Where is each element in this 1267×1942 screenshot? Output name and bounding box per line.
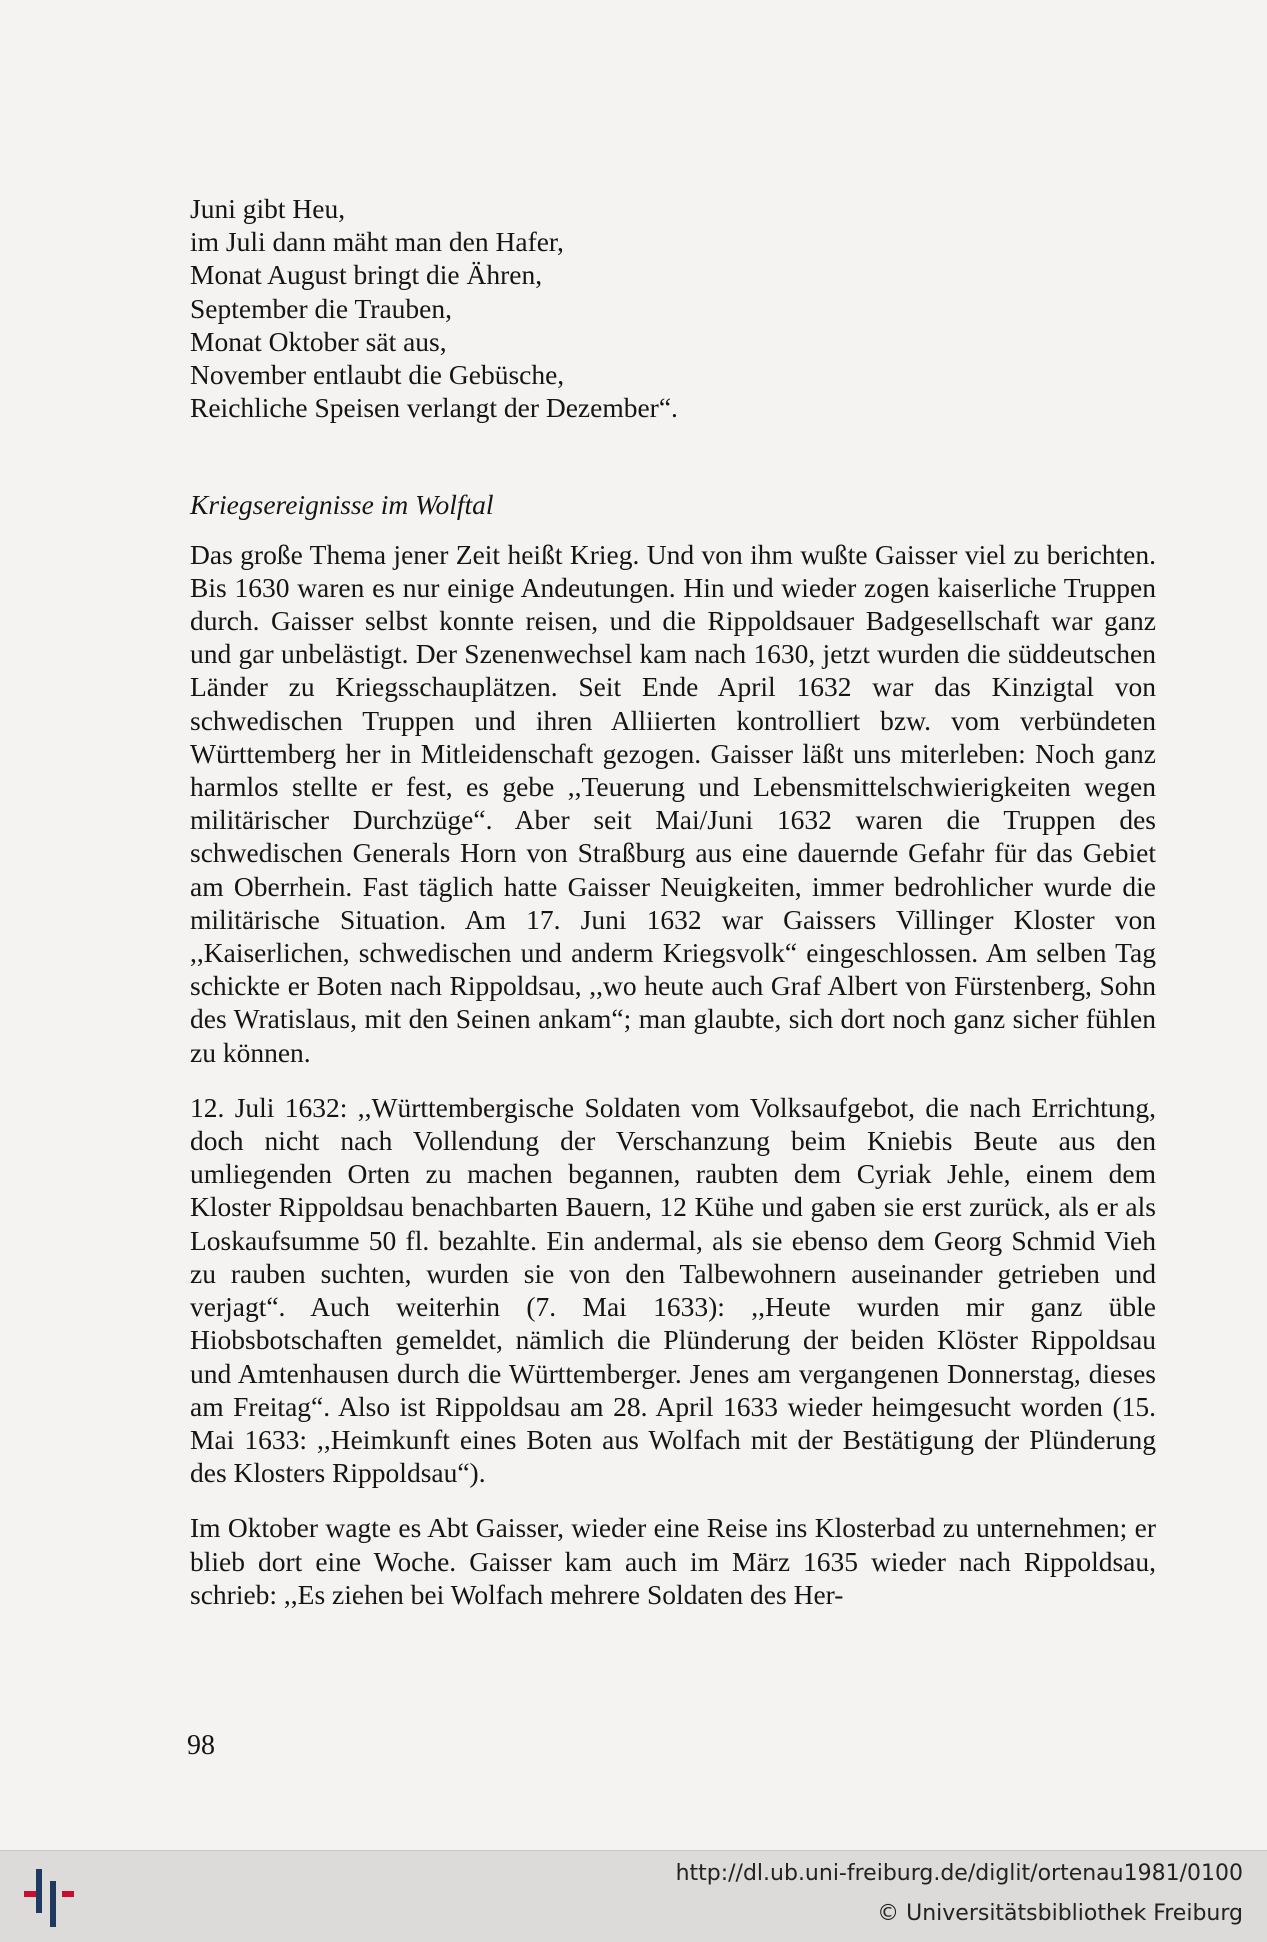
paragraph: 12. Juli 1632: ,,Württembergische Soldaten vom Volksaufgebot, die nach Errichtung, doch nicht nach Vollendung der Verschanzung beim Kniebis Beute aus den umliegenden Orten zu machen begannen, raubten dem Cyriak Jehle, einem dem Kloster Rippoldsau benachbarten Bauern, 12 Kühe und gaben sie erst zurück, als er als Loskaufsumme 50 fl. bezahlte. Ein andermal, als sie ebenso dem Georg Schmid Vieh zu rauben suchten, wurden sie von den Talbewohnern auseinander getrieben und verjagt“. Auch weiterhin (7. Mai 1633): ,,Heute wurden mir ganz üble Hiobsbotschaften gemeldet, nämlich die Plünderung der beiden Klöster Rippoldsau und Amtenhausen durch die Württemberger. Jenes am vergangenen Donnerstag, dieses am Freitag“. Also ist Rippoldsau am 28. April 1633 wieder heimgesucht worden (15. Mai 1633: ,,Heimkunft eines Boten aus Wolfach mit der Bestätigung der Plünderung des Klosters Rippoldsau“). (190, 1091, 1156, 1489)
poem-line: Reichliche Speisen verlangt der Dezember“. (190, 392, 678, 424)
text-block (190, 192, 1156, 1633)
ub-freiburg-logo-icon (18, 1861, 88, 1937)
poem-line: Monat Oktober sät aus, (190, 325, 447, 357)
poem (190, 192, 1156, 424)
footer-url-link[interactable]: http://dl.ub.uni-freiburg.de/diglit/ortenau1981/0100 (675, 1861, 1243, 1886)
poem-line: September die Trauben, (190, 292, 452, 324)
page-number: 98 (187, 1730, 215, 1761)
poem-line: Monat August bringt die Ähren, (190, 259, 543, 291)
poem-line: November entlaubt die Gebüsche, (190, 359, 565, 391)
section-heading: Kriegsereignisse im Wolftal (190, 489, 494, 521)
poem-line: im Juli dann mäht man den Hafer, (190, 226, 564, 258)
paragraph: Im Oktober wagte es Abt Gaisser, wieder eine Reise ins Klosterbad zu unternehmen; er blieb dort eine Woche. Gaisser kam auch im März 1635 wieder nach Rippoldsau, schrieb: ,,Es ziehen bei Wolfach mehrere Soldaten des Her- (190, 1512, 1156, 1610)
poem-line: Juni gibt Heu, (190, 193, 346, 224)
viewer-footer (0, 1850, 1267, 1942)
paragraph: Das große Thema jener Zeit heißt Krieg. Und von ihm wußte Gaisser viel zu berichten. Bis 1630 waren es nur einige Andeutungen. Hin und wieder zogen kaiserliche Truppen durch. Gaisser selbst konnte reisen, und die Rippoldsauer Badgesellschaft war ganz und gar unbelästigt. Der Szenenwechsel kam nach 1630, jetzt wurden die süddeutschen Länder zu Kriegsschauplätzen. Seit Ende April 1632 war das Kinzigtal von schwedischen Truppen und ihren Alliierten kontrolliert bzw. vom verbündeten Württemberg her in Mitleidenschaft gezogen. Gaisser läßt uns miterleben: Noch ganz harmlos stellte er fest, es gebe ,,Teuerung und Lebensmittelschwierigkeiten wegen militärischer Durchzüge“. Aber seit Mai/Juni 1632 waren die Truppen des schwedischen Generals Horn von Straßburg aus eine dauernde Gefahr für das Gebiet am Oberrhein. Fast täglich hatte Gaisser Neuigkeiten, immer bedrohlicher wurde die militärische Situation. Am 17. Juni 1632 war Gaissers Villinger Kloster von ,,Kaiserlichen, schwedischen und anderm Kriegsvolk“ eingeschlossen. Am selben Tag schickte er Boten nach Rippoldsau, ,,wo heute auch Graf Albert von Fürstenberg, Sohn des Wratislaus, mit den Seinen ankam“; man glaubte, sich dort noch ganz sicher fühlen zu können. (190, 538, 1156, 1068)
footer-copyright: © Universitätsbibliothek Freiburg (877, 1901, 1243, 1926)
